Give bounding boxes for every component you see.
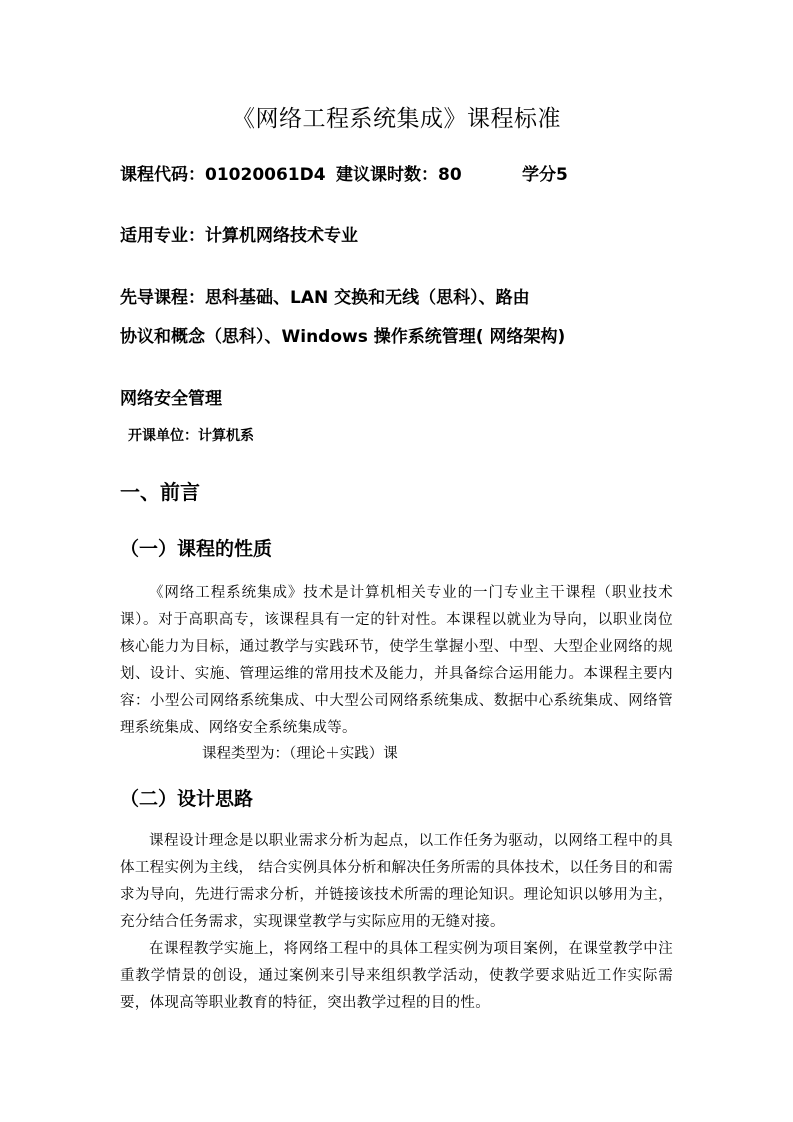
prerequisite-line-2: 协议和概念（思科）、Windows 操作系统管理( 网络架构) [120,327,566,347]
subsection-heading-design: （二）设计思路 [120,788,254,810]
course-hours: 建议课时数：80 [336,165,462,185]
prerequisite-line-1: 先导课程：思科基础、LAN 交换和无线（思科）、路由 [120,288,530,308]
applicable-major: 适用专业：计算机网络技术专业 [120,226,358,246]
course-credits: 学分5 [522,165,568,185]
subsection-heading-nature: （一）课程的性质 [120,538,273,560]
section-heading-preface: 一、前言 [120,480,200,504]
design-paragraph-block [120,828,673,1017]
nature-paragraph-block [120,580,673,742]
nature-paragraph: 《网络工程系统集成》技术是计算机相关专业的一门专业主干课程（职业技术课）。对于高职高专，该课程具有一定的针对性。本课程以就业为导向，以职业岗位核心能力为目标，通过教学与实践环节，使学生掌握小型、中型、大型企业网络的规划、设计、实施、管理运维的常用技术及能力，并具备综合运用能力。本课程主要内容：小型公司网络系统集成、中大型公司网络系统集成、数据中心系统集成、网络管理系统集成、网络安全系统集成等。 [120,585,673,736]
course-code: 课程代码：01020061D4 [120,165,326,185]
document-title: 《网络工程系统集成》课程标准 [232,106,561,132]
design-paragraph-2: 在课程教学实施上，将网络工程中的具体工程实例为项目案例，在课堂教学中注重教学情景的创设，通过案例来引导来组织教学活动，使教学要求贴近工作实际需要，体现高等职业教育的特征，突出教学过程的目的性。 [120,941,673,1011]
offering-department: 开课单位：计算机系 [128,428,254,444]
course-type: 课程类型为：（理论＋实践）课 [202,746,398,762]
prerequisite-line-3: 网络安全管理 [120,389,222,409]
design-paragraph-1: 课程设计理念是以职业需求分析为起点，以工作任务为驱动，以网络工程中的具体工程实例为主线， 结合实例具体分析和解决任务所需的具体技术，以任务目的和需求为导向，先进行需求分析，并链接该技术所需的理论知识。理论知识以够用为主，充分结合任务需求，实现课堂教学与实际应用的无缝对接。 [120,833,673,930]
